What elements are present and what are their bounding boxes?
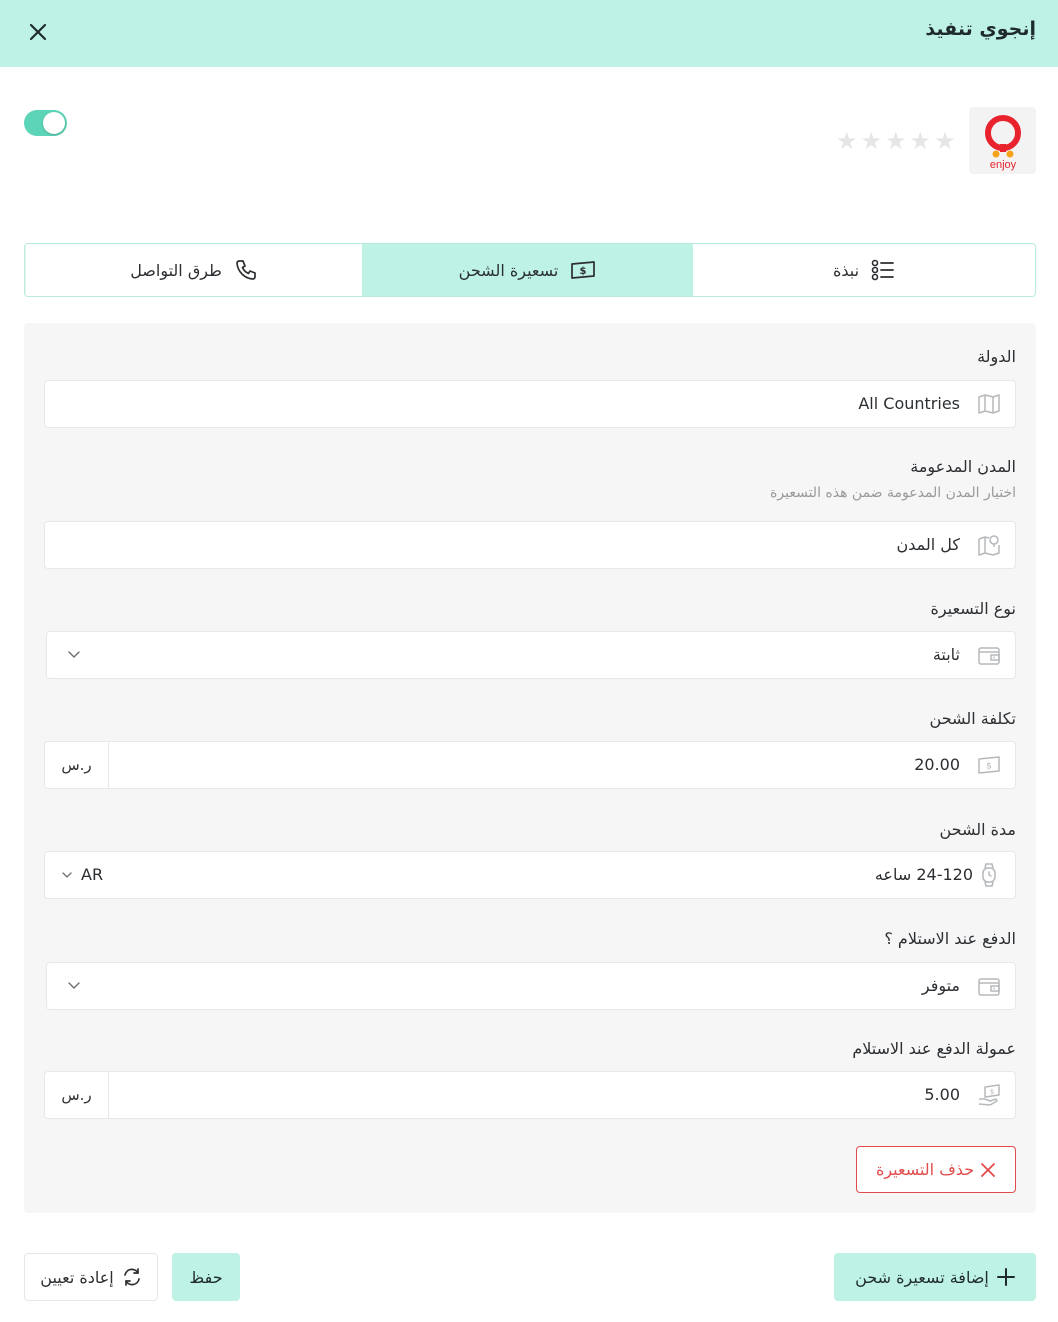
shipping-cost-value: 20.00 bbox=[914, 755, 960, 774]
country-select[interactable] bbox=[44, 380, 1016, 428]
store-enabled-toggle[interactable] bbox=[24, 110, 67, 136]
tab-contact[interactable] bbox=[25, 244, 362, 296]
wallet-icon bbox=[977, 974, 1001, 998]
cities-select[interactable] bbox=[44, 521, 1016, 569]
plus-icon bbox=[997, 1268, 1015, 1286]
phone-icon bbox=[234, 258, 258, 282]
svg-text:$: $ bbox=[989, 1088, 995, 1096]
watch-icon bbox=[977, 863, 1001, 887]
tab-label: طرق التواصل bbox=[130, 260, 222, 280]
cities-label: المدن المدعومة bbox=[910, 457, 1016, 476]
star-icon: ★ bbox=[934, 127, 956, 155]
chevron-down-icon[interactable] bbox=[67, 647, 81, 661]
svg-text:enjoy: enjoy bbox=[989, 158, 1016, 171]
add-shipping-pricing-button[interactable] bbox=[834, 1253, 1036, 1301]
add-shipping-pricing-label: إضافة تسعيرة شحن bbox=[855, 1267, 989, 1287]
hand-money-icon bbox=[977, 1083, 1001, 1107]
wallet-icon bbox=[977, 643, 1001, 667]
cod-fee-value: 5.00 bbox=[924, 1085, 960, 1104]
save-button[interactable] bbox=[172, 1253, 240, 1301]
shipping-cost-label: تكلفة الشحن bbox=[929, 709, 1016, 728]
refresh-icon bbox=[122, 1267, 142, 1287]
tab-about[interactable] bbox=[693, 244, 1035, 296]
tabs bbox=[24, 243, 1036, 297]
star-icon: ★ bbox=[885, 127, 907, 155]
reset-button[interactable] bbox=[24, 1253, 158, 1301]
cod-fee-input[interactable] bbox=[44, 1071, 1016, 1119]
language-value: AR bbox=[81, 865, 104, 884]
tab-shipping-pricing[interactable] bbox=[362, 244, 693, 296]
star-icon: ★ bbox=[909, 127, 932, 155]
cod-fee-label: عمولة الدفع عند الاستلام bbox=[852, 1039, 1016, 1058]
cities-value: كل المدن bbox=[896, 535, 960, 554]
cod-select[interactable] bbox=[46, 962, 1016, 1010]
shipping-duration-input[interactable] bbox=[44, 851, 1016, 899]
money-icon bbox=[977, 753, 1001, 777]
money-icon bbox=[570, 260, 596, 280]
currency-addon: ر.س bbox=[45, 1072, 109, 1118]
shipping-duration-value: 24-120 ساعه bbox=[874, 865, 973, 884]
shipping-cost-input[interactable] bbox=[44, 741, 1016, 789]
pricing-type-label: نوع التسعيرة bbox=[930, 599, 1016, 618]
language-select[interactable] bbox=[61, 865, 103, 884]
country-value: All Countries bbox=[858, 394, 960, 413]
drawer-title: إنجوي تنفيذ bbox=[925, 18, 1036, 40]
country-label: الدولة bbox=[977, 347, 1016, 366]
map-pin-icon bbox=[977, 533, 1001, 557]
rating-stars bbox=[836, 128, 956, 154]
delete-pricing-label: حذف التسعيرة bbox=[875, 1160, 975, 1179]
star-icon: ★ bbox=[860, 127, 883, 155]
cod-label: الدفع عند الاستلام ؟ bbox=[884, 929, 1016, 948]
tab-label: تسعيرة الشحن bbox=[458, 260, 559, 280]
star-icon: ★ bbox=[836, 127, 858, 155]
delete-pricing-button[interactable] bbox=[856, 1146, 1016, 1193]
shipping-pricing-panel bbox=[24, 323, 1036, 1213]
list-icon bbox=[871, 259, 895, 281]
pricing-type-value: ثابتة bbox=[932, 645, 960, 664]
reset-label: إعادة تعيين bbox=[40, 1267, 114, 1287]
shipping-duration-label: مدة الشحن bbox=[939, 820, 1016, 839]
currency-addon: ر.س bbox=[45, 742, 109, 788]
tab-label: نبذة bbox=[832, 260, 860, 280]
drawer-header bbox=[0, 0, 1058, 67]
svg-text:$: $ bbox=[986, 761, 992, 772]
save-label: حفظ bbox=[189, 1267, 223, 1287]
store-logo bbox=[969, 107, 1036, 174]
close-icon bbox=[980, 1162, 996, 1178]
svg-text:$: $ bbox=[579, 266, 587, 277]
cod-value: متوفر bbox=[921, 976, 960, 995]
close-icon[interactable] bbox=[24, 18, 52, 46]
chevron-down-icon[interactable] bbox=[67, 978, 81, 992]
chevron-down-icon bbox=[61, 869, 73, 881]
map-icon bbox=[977, 392, 1001, 416]
toggle-knob bbox=[43, 112, 65, 134]
cities-hint: اختيار المدن المدعومة ضمن هذه التسعيرة bbox=[770, 485, 1016, 501]
pricing-type-select[interactable] bbox=[46, 631, 1016, 679]
